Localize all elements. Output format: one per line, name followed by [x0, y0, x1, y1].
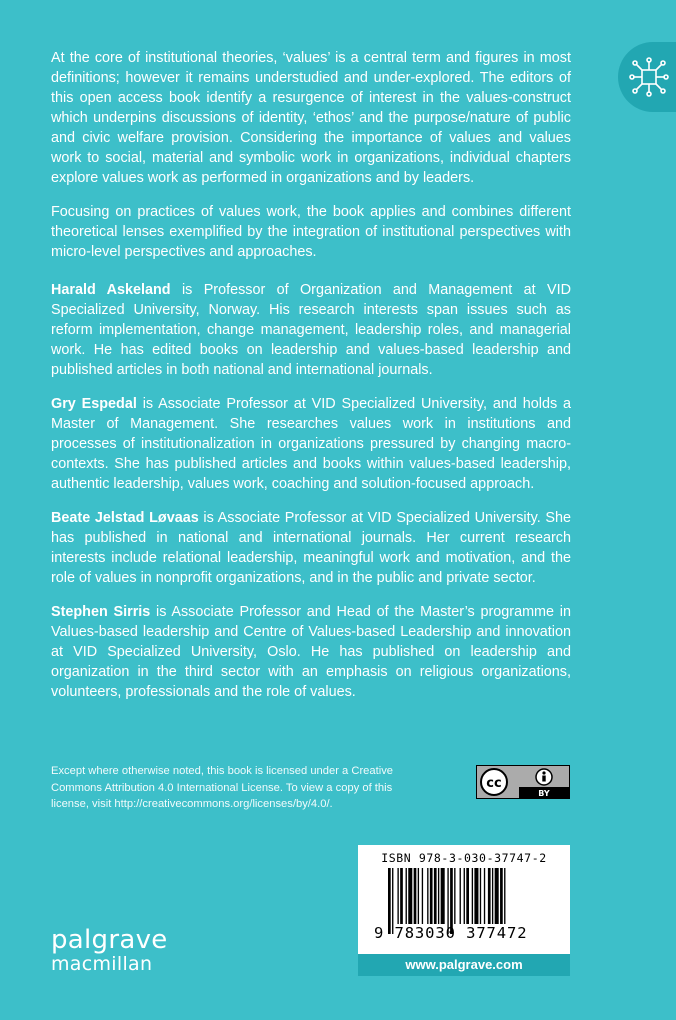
barcode-bar	[480, 868, 481, 924]
barcode-bar	[474, 868, 478, 924]
barcode-bar	[504, 868, 505, 924]
circuit-icon	[629, 57, 669, 97]
publisher-url: www.palgrave.com	[358, 954, 570, 976]
barcode-panel	[358, 845, 570, 976]
license-notice: Except where otherwise noted, this book is licensed under a Creative Commons Attribution 4.0 International License. To view a copy of this license, visit http://creativecommons.org/licenses/by/4.0/.	[51, 765, 394, 810]
logo-line-macmillan: macmillan	[51, 953, 153, 975]
barcode-bar	[460, 868, 461, 924]
barcode-bar	[454, 868, 455, 924]
publisher-logo	[51, 925, 168, 976]
editor-bio: Beate Jelstad Løvaas is Associate Professor at VID Specialized University. She has published in national and international journals. Her current research interests include relational leadership, meaningful work and motivation, and the role of values in nonprofit organizations, and in the public and private sector.	[51, 510, 571, 586]
editor-bio: Harald Askeland is Professor of Organization and Management at VID Specialized University, Norway. His research interests span issues such as reform implementation, change management, leadership roles, and managerial work. He has edited books on leadership and values-based leadership and published articles in both national and international journals.	[51, 282, 571, 378]
blurb-paragraph-2: Focusing on practices of values work, the book applies and combines different theoretical lenses exemplified by the integration of institutional perspectives with micro-level perspectives and approaches.	[51, 204, 571, 260]
barcode-bar	[414, 868, 417, 924]
barcode-bar	[430, 868, 433, 924]
back-cover-text	[51, 48, 571, 716]
barcode-bar	[408, 868, 412, 924]
barcode-bar	[472, 868, 473, 924]
barcode-bar	[466, 868, 469, 924]
logo-line-palgrave: palgrave	[51, 925, 168, 955]
by-label: BY	[538, 789, 550, 798]
barcode-bar	[500, 868, 503, 924]
barcode-bar	[406, 868, 407, 924]
barcode-bar	[427, 868, 428, 924]
barcode-bar	[400, 868, 403, 924]
barcode-bar	[441, 868, 445, 924]
barcode-digits: 9 783030 377472	[374, 924, 528, 942]
editor-name: Harald Askeland	[51, 282, 171, 298]
blurb-paragraph-1: At the core of institutional theories, ‘values’ is a central term and figures in most definitions; however it remains understudied and under-explored. The editors of this open access book identify a resurgence of interest in the values-construct which underpins discussions of identity, ‘ethos’ and the purpose/nature of public and civic welfare provision. Considering the importance of values and values work to social, material and symbolic work in organizations, individual chapters explore values work as performed in organizations and by leaders.	[51, 50, 571, 186]
barcode-bar	[488, 868, 491, 924]
barcode-bar	[492, 868, 493, 924]
barcode-bar	[495, 868, 499, 924]
editor-name: Gry Espedal	[51, 396, 137, 412]
barcode-bar	[422, 868, 423, 924]
barcode-bar	[434, 868, 437, 924]
barcode-bar	[418, 868, 419, 924]
editor-name: Stephen Sirris	[51, 604, 151, 620]
editor-bio: Gry Espedal is Associate Professor at VID Specialized University, and holds a Master of Management. She researches values work in institutions and processes of institutionalization in organizations pressured by changing macro-contexts. She has published articles and books within values-based leadership, authentic leadership, values work, coaching and solution-focused approach.	[51, 396, 572, 492]
editor-name: Beate Jelstad Løvaas	[51, 510, 199, 526]
isbn-label: ISBN 978-3-030-37747-2	[381, 851, 547, 865]
springer-open-access-badge	[618, 42, 676, 112]
barcode-bar	[438, 868, 439, 924]
cc-logo-text: cc	[486, 776, 502, 791]
barcode-bar	[397, 868, 398, 924]
editor-bio: Stephen Sirris is Associate Professor and Head of the Master’s programme in Values-based leadership and Centre of Values-based Leadership and innovation at VID Specialized University, Oslo. He has published on leadership and organization in the third sector with an emphasis on religious organizations, volunteers, professionals and the role of values.	[51, 604, 571, 700]
cc-by-badge	[476, 765, 570, 799]
barcode-bar	[484, 868, 485, 924]
barcode-bar	[464, 868, 465, 924]
